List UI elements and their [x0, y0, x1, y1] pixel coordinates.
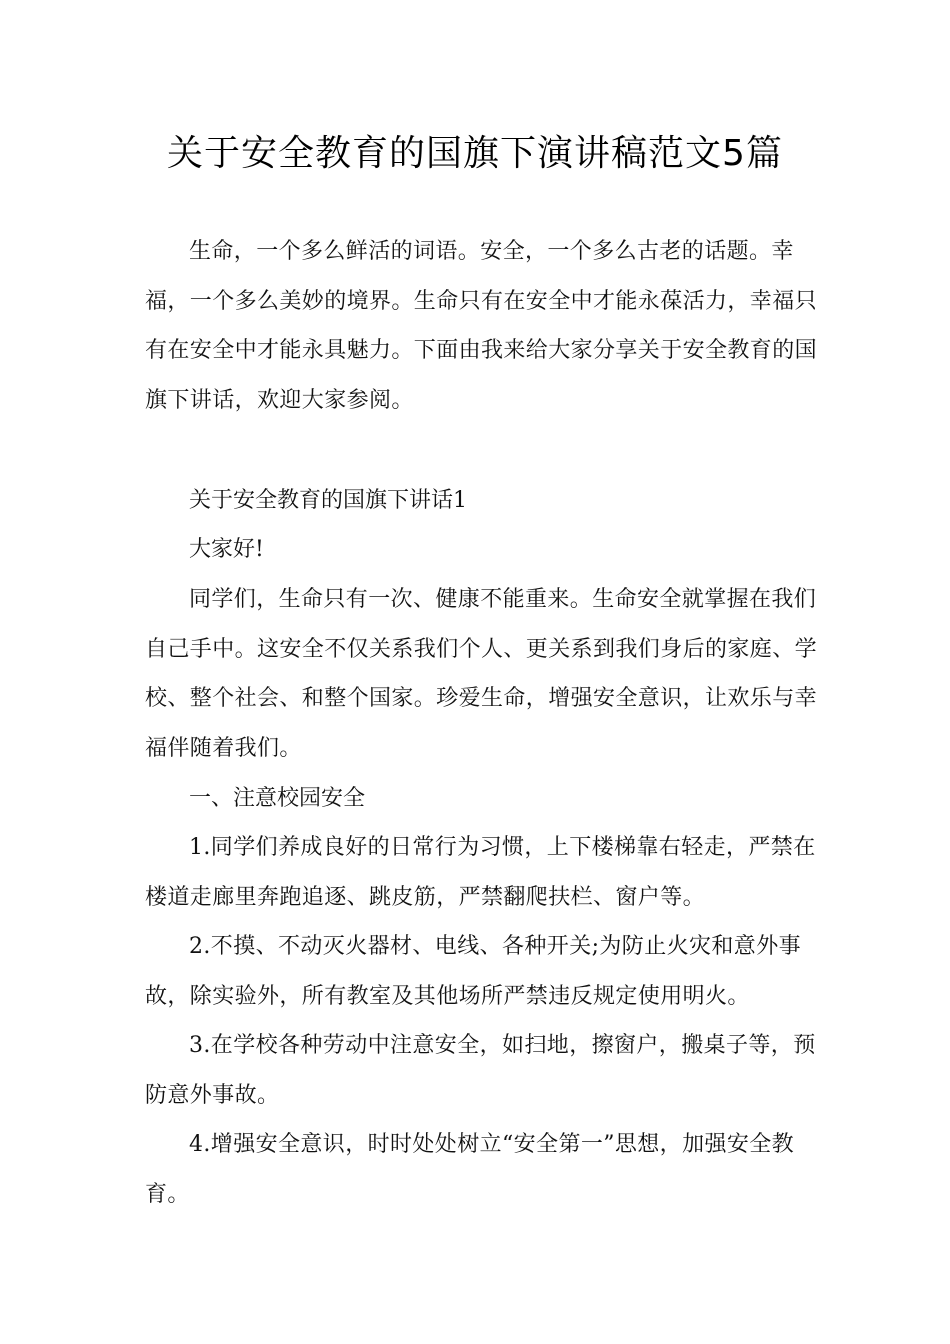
list-item-2: 2.不摸、不动灭火器材、电线、各种开关;为防止火灾和意外事故，除实验外，所有教室及其他场所严禁违反规定使用明火。: [145, 934, 802, 1009]
list-item-1: 1.同学们养成良好的日常行为习惯，上下楼梯靠右轻走，严禁在楼道走廊里奔跑追逐、跳皮筋，严禁翻爬扶栏、窗户等。: [145, 835, 816, 910]
section-heading: 关于安全教育的国旗下讲话1: [189, 488, 467, 513]
subheading-campus-safety: 一、注意校园安全: [189, 786, 366, 811]
list-item-4: 4.增强安全意识，时时处处树立“安全第一”思想，加强安全教育。: [145, 1132, 795, 1207]
greeting-text: 大家好!: [189, 537, 264, 562]
body-paragraph: 同学们，生命只有一次、健康不能重来。生命安全就掌握在我们自己手中。这安全不仅关系我们个人、更关系到我们身后的家庭、学校、整个社会、和整个国家。珍爱生命，增强安全意识，让欢乐与幸福伴随着我们。: [145, 587, 818, 761]
intro-paragraph: 生命，一个多么鲜活的词语。安全，一个多么古老的话题。幸福，一个多么美妙的境界。生命只有在安全中才能永葆活力，幸福只有在安全中才能永具魅力。下面由我来给大家分享关于安全教育的国旗下讲话，欢迎大家参阅。: [145, 239, 818, 413]
list-item-3: 3.在学校各种劳动中注意安全，如扫地，擦窗户，搬桌子等，预防意外事故。: [145, 1033, 816, 1108]
document-title: 关于安全教育的国旗下演讲稿范文5篇: [167, 133, 783, 174]
